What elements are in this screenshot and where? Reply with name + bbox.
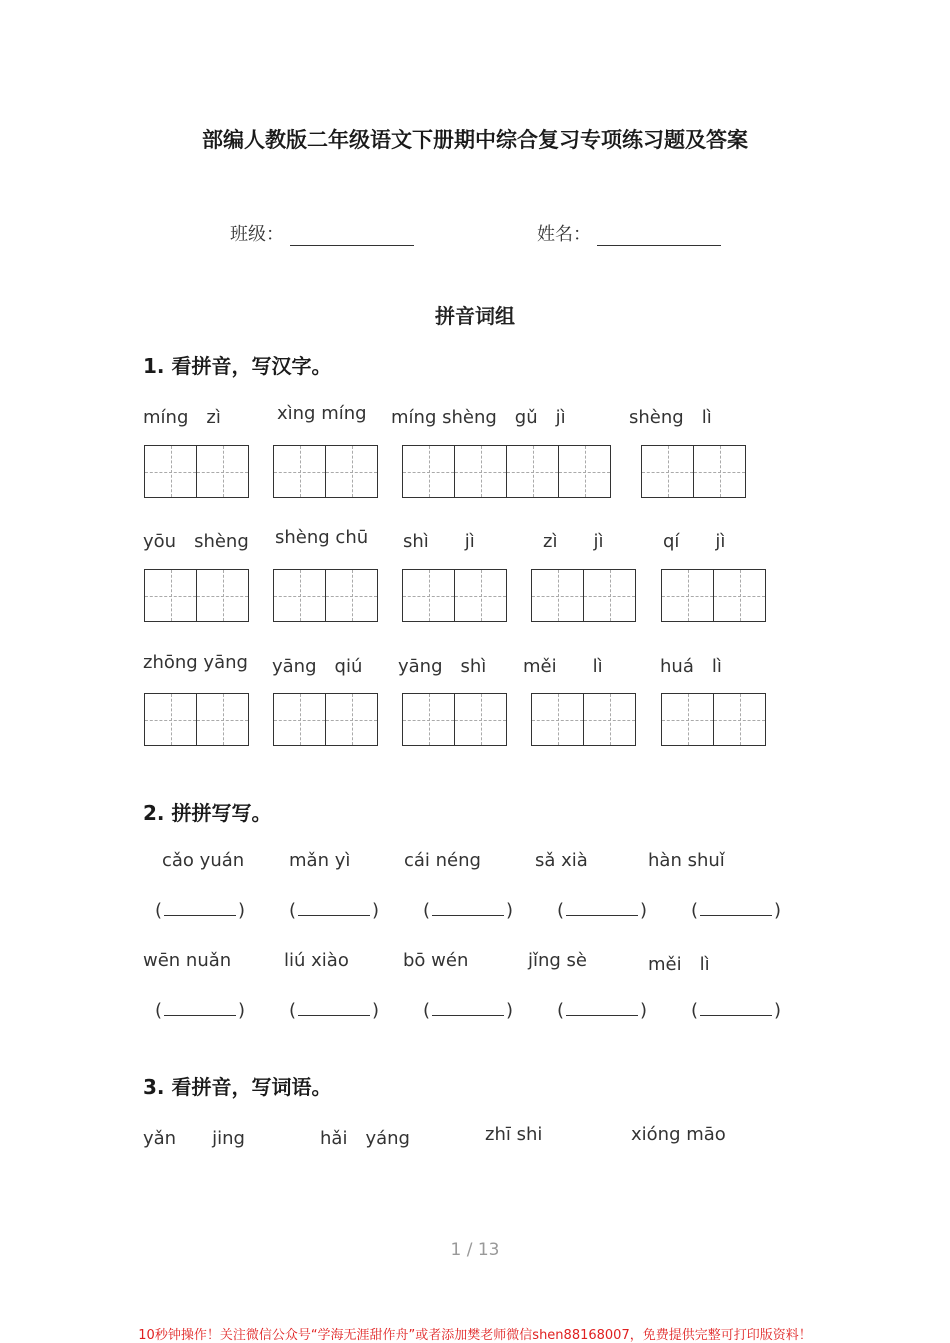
q1-pinyin: shèng chū	[275, 527, 369, 548]
answer-blank: ( )	[423, 1000, 514, 1021]
writing-grid	[641, 445, 745, 498]
name-field	[537, 220, 721, 246]
grid-cell	[583, 693, 636, 746]
document-title: 部编人教版二年级语文下册期中综合复习专项练习题及答案	[202, 128, 748, 152]
answer-blank: ( )	[289, 1000, 380, 1021]
q3-pinyin: xióng māo	[631, 1124, 726, 1145]
grid-cell	[273, 569, 326, 622]
answer-blank: ( )	[155, 900, 246, 921]
q2-pinyin: cǎo yuán	[162, 850, 245, 871]
q1-pinyin: qí jì	[663, 531, 726, 552]
grid-cell	[661, 693, 714, 746]
writing-grid	[402, 569, 506, 622]
page-number: 1 / 13	[450, 1240, 500, 1260]
class-field	[230, 220, 414, 246]
answer-blank: ( )	[423, 900, 514, 921]
q2-title: 2. 拼拼写写。	[143, 801, 272, 825]
grid-cell	[558, 445, 611, 498]
q1-pinyin: huá lì	[660, 656, 722, 677]
q1-pinyin: xìng míng	[277, 403, 367, 424]
q3-title: 3. 看拼音，写词语。	[143, 1075, 332, 1099]
grid-cell	[531, 693, 584, 746]
grid-cell	[273, 445, 326, 498]
q2-pinyin: měi lì	[648, 954, 710, 975]
grid-cell	[693, 445, 746, 498]
q1-title: 1. 看拼音，写汉字。	[143, 354, 332, 378]
grid-cell	[144, 693, 197, 746]
grid-cell	[531, 569, 584, 622]
q2-pinyin: wēn nuǎn	[143, 950, 232, 971]
section-title: 拼音词组	[435, 304, 515, 328]
grid-cell	[273, 693, 326, 746]
q3-pinyin: yǎn jing	[143, 1128, 245, 1149]
q1-pinyin: shì jì	[403, 531, 475, 552]
writing-grid	[144, 693, 248, 746]
writing-grid	[273, 569, 377, 622]
q2-pinyin: liú xiào	[284, 950, 349, 971]
name-blank	[597, 227, 721, 246]
q2-pinyin: jǐng sè	[528, 950, 588, 971]
grid-cell	[402, 569, 455, 622]
q2-pinyin: mǎn yì	[289, 850, 351, 871]
writing-grid	[273, 445, 377, 498]
grid-cell	[713, 569, 766, 622]
grid-cell	[583, 569, 636, 622]
q1-pinyin: míng zì	[143, 407, 221, 428]
writing-grid	[144, 445, 248, 498]
q1-pinyin: yāng shì	[398, 656, 487, 677]
writing-grid	[531, 693, 635, 746]
name-label: 姓名：	[537, 224, 591, 245]
answer-blank: ( )	[557, 900, 648, 921]
q3-pinyin: zhī shi	[485, 1124, 543, 1145]
writing-grid	[531, 569, 635, 622]
grid-cell	[144, 445, 197, 498]
answer-blank: ( )	[691, 1000, 782, 1021]
q1-pinyin: měi lì	[523, 656, 603, 677]
grid-cell	[454, 693, 507, 746]
q1-pinyin: zì jì	[543, 531, 604, 552]
class-blank	[290, 227, 414, 246]
q2-pinyin: cái néng	[404, 850, 481, 871]
writing-grid	[661, 569, 765, 622]
answer-blank: ( )	[289, 900, 380, 921]
grid-cell	[196, 693, 249, 746]
q1-pinyin: yāng qiú	[272, 656, 363, 677]
q1-pinyin: zhōng yāng	[143, 652, 248, 673]
answer-blank: ( )	[557, 1000, 648, 1021]
grid-cell	[402, 445, 455, 498]
answer-blank: ( )	[691, 900, 782, 921]
grid-cell	[454, 569, 507, 622]
grid-cell	[196, 569, 249, 622]
class-label: 班级：	[230, 224, 284, 245]
grid-cell	[641, 445, 694, 498]
footer-notice: 10秒钟操作！关注微信公众号“学海无涯甜作舟”或者添加樊老师微信shen88168007，免费提供完整可打印版资料！	[138, 1328, 812, 1343]
grid-cell	[506, 445, 559, 498]
writing-grid	[402, 445, 610, 498]
grid-cell	[196, 445, 249, 498]
q3-pinyin: hǎi yáng	[320, 1128, 410, 1149]
grid-cell	[325, 445, 378, 498]
grid-cell	[454, 445, 507, 498]
grid-cell	[325, 693, 378, 746]
q1-pinyin: yōu shèng	[143, 531, 249, 552]
q2-pinyin: sǎ xià	[535, 850, 588, 871]
grid-cell	[402, 693, 455, 746]
writing-grid	[144, 569, 248, 622]
writing-grid	[402, 693, 506, 746]
answer-blank: ( )	[155, 1000, 246, 1021]
writing-grid	[273, 693, 377, 746]
grid-cell	[325, 569, 378, 622]
q1-pinyin: shèng lì	[629, 407, 712, 428]
writing-grid	[661, 693, 765, 746]
grid-cell	[144, 569, 197, 622]
grid-cell	[713, 693, 766, 746]
q1-pinyin: míng shèng gǔ jì	[391, 407, 566, 428]
q2-pinyin: hàn shuǐ	[648, 850, 725, 871]
q2-pinyin: bō wén	[403, 950, 469, 971]
grid-cell	[661, 569, 714, 622]
